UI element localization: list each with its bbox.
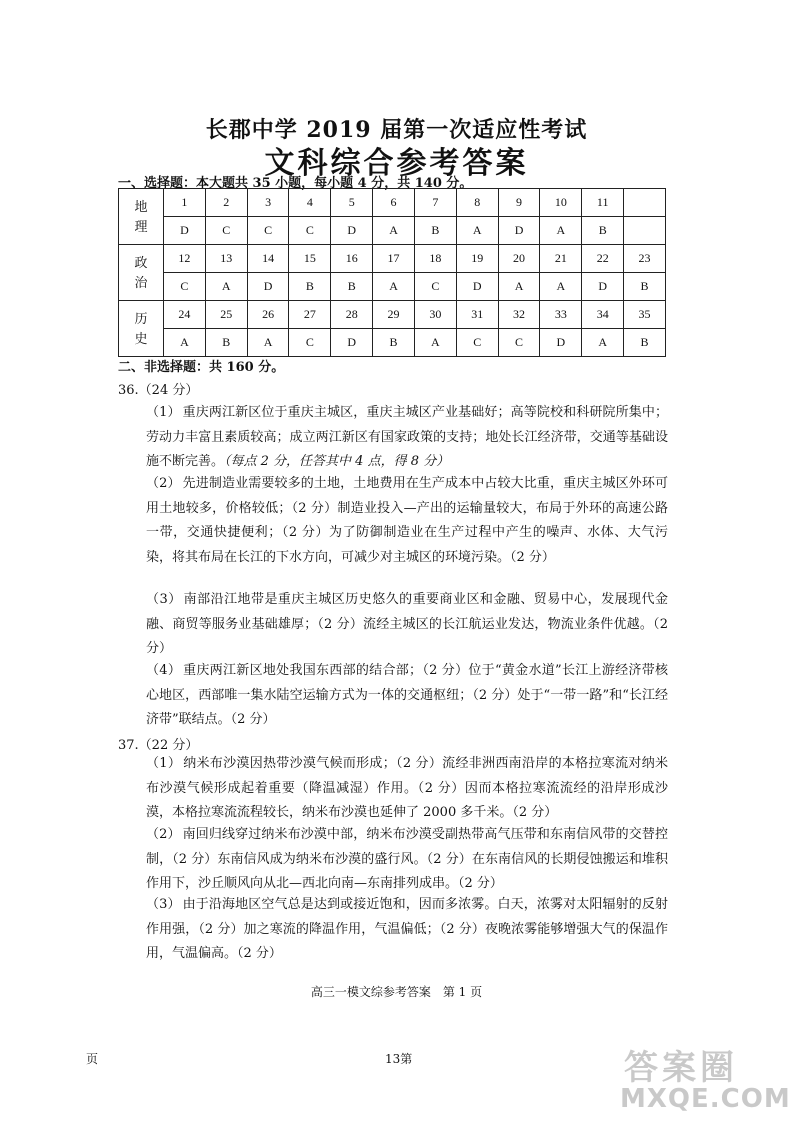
- question-number-cell: 33: [540, 301, 582, 329]
- watermark-logo-text: 答案圈: [624, 1048, 738, 1088]
- question-number-cell: 20: [498, 245, 540, 273]
- question-number-cell: 24: [164, 301, 206, 329]
- answer-cell: B: [414, 217, 456, 245]
- subject-label: 历 史: [119, 301, 164, 357]
- question-number-cell: 5: [331, 189, 373, 217]
- answer-cell: D: [164, 217, 206, 245]
- question-number-cell: 6: [373, 189, 415, 217]
- answer-cell: D: [331, 329, 373, 357]
- answer-cell: D: [498, 217, 540, 245]
- answer-cell: A: [414, 329, 456, 357]
- question-number-cell: 17: [373, 245, 415, 273]
- answer-cell: B: [624, 329, 666, 357]
- answer-cell: D: [247, 273, 289, 301]
- answer-cell: D: [331, 217, 373, 245]
- q37-part-2: [146, 823, 668, 897]
- answer-cell: B: [331, 273, 373, 301]
- subject-label: 地 理: [119, 189, 164, 245]
- question-number-cell: 30: [414, 301, 456, 329]
- q36-part-4-text: 重庆两江新区地处我国东西部的结合部；（2 分）位于“黄金水道”长江上游经济带核心地区，西部唯一集水陆空运输方式为一体的交通枢纽；（2 分）处于“一带一路”和“长江经济带”联结点。（2 分）: [146, 663, 668, 727]
- question-number-cell: 9: [498, 189, 540, 217]
- question-number-cell: 18: [414, 245, 456, 273]
- answer-cell: C: [247, 217, 289, 245]
- answer-cell: C: [205, 217, 247, 245]
- q36-part-1-note: （每点 2 分，任答其中 4 点，得 8 分）: [224, 454, 450, 469]
- question-number-cell: 12: [164, 245, 206, 273]
- question-number-cell: 29: [373, 301, 415, 329]
- question-number-cell: 23: [624, 245, 666, 273]
- question-number-cell: 3: [247, 189, 289, 217]
- q36-part-2-text: 先进制造业需要较多的土地，土地费用在生产成本中占较大比重，重庆主城区外环可用土地较多，价格较低；（2 分）制造业投入—产出的运输量较大，布局于外环的高速公路一带，交通快捷便利；（2 分）为了防御制造业在生产过程中产生的噪声、水体、大气污染，将其布局在长江的下水方向，可减少对主城区的环境污染。（2 分）: [146, 476, 668, 565]
- question-number-cell: 4: [289, 189, 331, 217]
- question-number-cell: 34: [582, 301, 624, 329]
- question-number-cell: 22: [582, 245, 624, 273]
- answer-cell: A: [540, 273, 582, 301]
- question-number-cell: 28: [331, 301, 373, 329]
- question-number-cell: 31: [456, 301, 498, 329]
- table-row: [119, 217, 666, 245]
- answer-cell: A: [164, 329, 206, 357]
- answer-cell: A: [373, 217, 415, 245]
- question-number-cell: 8: [456, 189, 498, 217]
- q36-part-3-text: 南部沿江地带是重庆主城区历史悠久的重要商业区和金融、贸易中心，发展现代金融、商贸等服务业基础雄厚；（2 分）流经主城区的长江航运业发达，物流业条件优越。（2 分）: [146, 592, 668, 656]
- answer-cell: A: [373, 273, 415, 301]
- table-row: [119, 301, 666, 329]
- question-number-cell: 14: [247, 245, 289, 273]
- question-number-cell: 10: [540, 189, 582, 217]
- answer-cell: B: [205, 329, 247, 357]
- answer-cell: C: [164, 273, 206, 301]
- table-row: [119, 189, 666, 217]
- q36-part-4-number: （4）: [146, 663, 182, 678]
- question-number-cell: 7: [414, 189, 456, 217]
- q36-part-3-number: （3）: [146, 592, 182, 607]
- table-row: [119, 273, 666, 301]
- question-number-cell: 27: [289, 301, 331, 329]
- q37-part-1: [146, 752, 668, 826]
- answer-cell: A: [540, 217, 582, 245]
- q36-heading: 36.（24 分）: [118, 383, 199, 398]
- question-number-cell: 16: [331, 245, 373, 273]
- watermark-logo: [618, 1038, 791, 1120]
- question-number-cell: 2: [205, 189, 247, 217]
- table-row: [119, 329, 666, 357]
- question-number-cell: 11: [582, 189, 624, 217]
- answer-cell: A: [582, 329, 624, 357]
- answer-cell: B: [373, 329, 415, 357]
- q37-part-3-number: （3）: [146, 897, 181, 912]
- answer-cell: D: [582, 273, 624, 301]
- answer-cell: A: [205, 273, 247, 301]
- question-number-cell: 1: [164, 189, 206, 217]
- question-number-cell: 21: [540, 245, 582, 273]
- q37-part-2-text: 南回归线穿过纳米布沙漠中部，纳米布沙漠受副热带高气压带和东南信风带的交替控制，（2 分）东南信风成为纳米布沙漠的盛行风。（2 分）在东南信风的长期侵蚀搬运和堆积作用下，沙丘顺风向从北—西北向南—东南排列成串。（2 分）: [146, 827, 668, 891]
- answer-cell: A: [247, 329, 289, 357]
- page-footer: 高三一模文综参考答案 第 1 页: [310, 985, 483, 999]
- question-number-cell: 19: [456, 245, 498, 273]
- question-number-cell: [624, 189, 666, 217]
- answer-key-title: 文科综合参考答案: [264, 146, 529, 181]
- q36-part-4: [146, 659, 668, 733]
- answer-cell: C: [414, 273, 456, 301]
- q36-part-1-number: （1）: [146, 405, 181, 420]
- q36-part-2: [146, 472, 668, 570]
- answer-cell: [624, 217, 666, 245]
- q36-part-2-number: （2）: [146, 476, 181, 491]
- answer-cell: A: [456, 217, 498, 245]
- question-number-cell: 25: [205, 301, 247, 329]
- q36-part-1-text: 重庆两江新区位于重庆主城区，重庆主城区产业基础好；高等院校和科研院所集中；劳动力丰富且素质较高；成立两江新区有国家政策的支持；地处长江经济带，交通等基础设施不断完善。: [146, 405, 668, 469]
- table-row: [119, 245, 666, 273]
- watermark-logo-url: MXQE.COM: [620, 1084, 791, 1114]
- section-1-heading: 一、选择题：本大题共 35 小题，每小题 4 分，共 140 分。: [118, 176, 473, 191]
- bottom-center-mark: 13第: [385, 1052, 413, 1066]
- answer-cell: B: [582, 217, 624, 245]
- question-number-cell: 32: [498, 301, 540, 329]
- question-number-cell: 26: [247, 301, 289, 329]
- exam-title: 长郡中学 2019 届第一次适应性考试: [205, 117, 588, 143]
- question-number-cell: 35: [624, 301, 666, 329]
- q37-heading: 37.（22 分）: [118, 738, 199, 753]
- answer-cell: C: [498, 329, 540, 357]
- section-2-heading: 二、非选择题：共 160 分。: [118, 360, 285, 375]
- q37-part-3-text: 由于沿海地区空气总是达到或接近饱和，因而多浓雾。白天，浓雾对太阳辐射的反射作用强，（2 分）加之寒流的降温作用，气温偏低；（2 分）夜晚浓雾能够增强大气的保温作用，气温偏高。（2 分）: [146, 897, 668, 961]
- q36-part-1: [146, 401, 668, 475]
- question-number-cell: 15: [289, 245, 331, 273]
- answer-cell: C: [289, 329, 331, 357]
- answer-cell: B: [624, 273, 666, 301]
- answer-cell: A: [498, 273, 540, 301]
- answer-cell: D: [456, 273, 498, 301]
- q37-part-3: [146, 893, 668, 967]
- q37-part-2-number: （2）: [146, 827, 181, 842]
- q36-part-3: [146, 588, 668, 662]
- q37-part-1-number: （1）: [146, 756, 182, 771]
- answer-cell: C: [456, 329, 498, 357]
- q37-part-1-text: 纳米布沙漠因热带沙漠气候而形成；（2 分）流经非洲西南沿岸的本格拉寒流对纳米布沙漠气候形成起着重要（降温减湿）作用。（2 分）因而本格拉寒流流经的沿岸形成沙漠，本格拉寒流流程较长，纳米布沙漠也延伸了 2000 多千米。（2 分）: [146, 756, 668, 820]
- answer-cell: B: [289, 273, 331, 301]
- choice-answer-table: [118, 188, 666, 357]
- answer-cell: C: [289, 217, 331, 245]
- question-number-cell: 13: [205, 245, 247, 273]
- bottom-left-mark: 页: [86, 1052, 99, 1066]
- subject-label: 政 治: [119, 245, 164, 301]
- answer-cell: D: [540, 329, 582, 357]
